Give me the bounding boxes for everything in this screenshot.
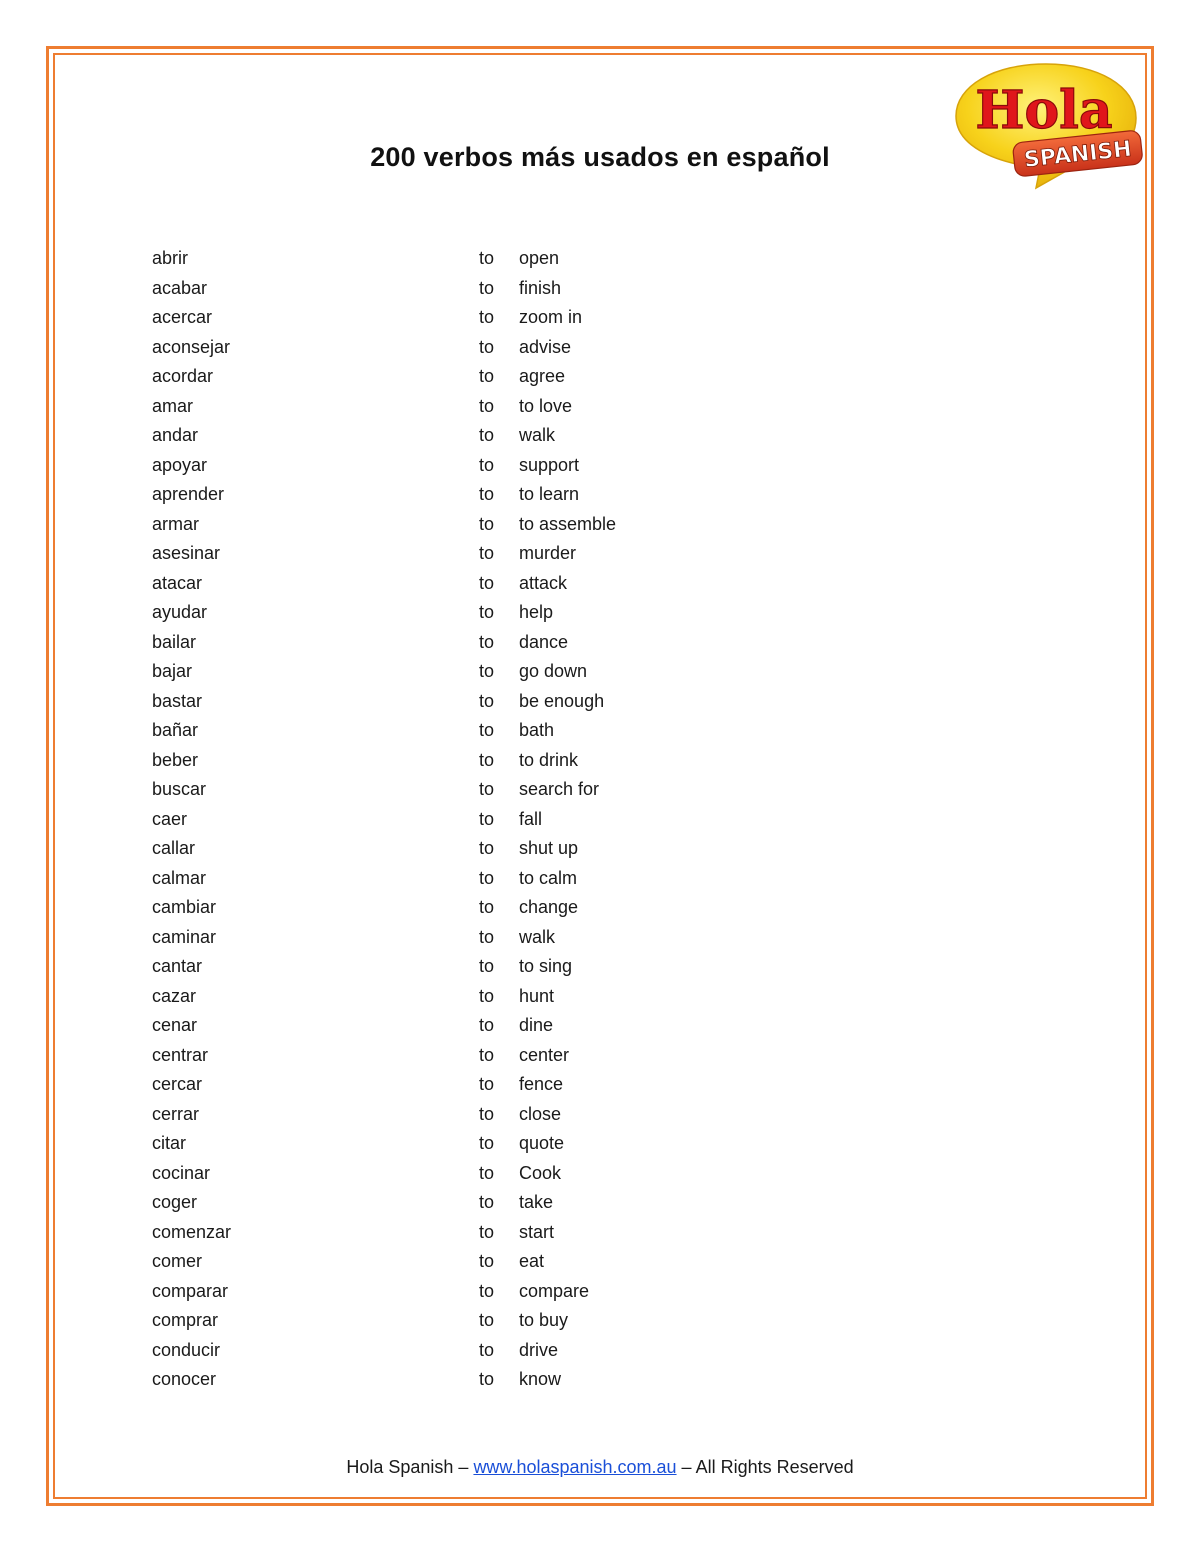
to-marker: to	[479, 395, 495, 416]
list-item	[152, 1247, 852, 1277]
list-item	[152, 1041, 852, 1071]
spanish-verb: andar	[152, 425, 199, 445]
spanish-verb: aconsejar	[152, 336, 231, 357]
to-marker: to	[479, 1015, 495, 1035]
verb-list	[152, 244, 852, 1395]
list-item	[152, 716, 852, 746]
english-meaning: walk	[519, 926, 556, 947]
to-marker: to	[479, 631, 495, 652]
spanish-verb: cerrar	[152, 1103, 200, 1124]
english-meaning: Cook	[519, 1162, 562, 1183]
spanish-verb: abrir	[152, 248, 189, 268]
to-marker: to	[479, 897, 495, 917]
footer-website-link[interactable]: www.holaspanish.com.au	[473, 1457, 677, 1477]
to-marker: to	[479, 366, 495, 386]
list-item	[152, 746, 852, 776]
english-meaning: eat	[519, 1251, 545, 1271]
list-item	[152, 598, 852, 628]
to-marker: to	[479, 277, 495, 298]
english-meaning: quote	[519, 1133, 565, 1153]
english-meaning: go down	[519, 661, 588, 681]
english-meaning: center	[519, 1044, 570, 1065]
english-meaning: fall	[519, 808, 543, 829]
english-meaning: change	[519, 897, 579, 917]
spanish-verb: comparar	[152, 1280, 229, 1301]
page-footer	[0, 1457, 1200, 1478]
to-marker: to	[479, 1074, 495, 1094]
spanish-verb: atacar	[152, 572, 203, 593]
spanish-verb: cercar	[152, 1074, 203, 1094]
to-marker: to	[479, 779, 495, 799]
english-meaning: be enough	[519, 690, 605, 711]
english-meaning: to calm	[519, 867, 578, 888]
list-item	[152, 952, 852, 982]
page-title: 200 verbos más usados en español	[370, 142, 830, 172]
to-marker: to	[479, 926, 495, 947]
to-marker: to	[479, 690, 495, 711]
english-meaning: to love	[519, 395, 573, 416]
english-meaning: bath	[519, 720, 555, 740]
english-meaning: help	[519, 602, 554, 622]
list-item	[152, 805, 852, 835]
to-marker: to	[479, 985, 495, 1006]
english-meaning: know	[519, 1369, 562, 1389]
english-meaning: attack	[519, 572, 568, 593]
list-item	[152, 923, 852, 953]
english-meaning: walk	[519, 425, 556, 445]
to-marker: to	[479, 661, 495, 681]
to-marker: to	[479, 1221, 495, 1242]
list-item	[152, 1277, 852, 1307]
english-meaning: open	[519, 248, 560, 268]
spanish-verb: callar	[152, 838, 196, 858]
to-marker: to	[479, 808, 495, 829]
spanish-verb: centrar	[152, 1044, 209, 1065]
spanish-verb: bajar	[152, 661, 193, 681]
to-marker: to	[479, 1103, 495, 1124]
english-meaning: to assemble	[519, 513, 617, 534]
to-marker: to	[479, 336, 495, 357]
spanish-verb: beber	[152, 749, 199, 770]
to-marker: to	[479, 749, 495, 770]
list-item	[152, 1306, 852, 1336]
to-marker: to	[479, 956, 495, 976]
to-marker: to	[479, 1162, 495, 1183]
list-item	[152, 392, 852, 422]
list-item	[152, 274, 852, 304]
spanish-verb: buscar	[152, 779, 207, 799]
list-item	[152, 864, 852, 894]
to-marker: to	[479, 838, 495, 858]
spanish-verb: caminar	[152, 926, 217, 947]
spanish-verb: acabar	[152, 277, 208, 298]
to-marker: to	[479, 248, 495, 268]
spanish-verb: acordar	[152, 366, 214, 386]
spanish-verb: comer	[152, 1251, 203, 1271]
english-meaning: to buy	[519, 1310, 569, 1330]
to-marker: to	[479, 1310, 495, 1330]
to-marker: to	[479, 1280, 495, 1301]
english-meaning: dine	[519, 1015, 554, 1035]
spanish-verb: comprar	[152, 1310, 219, 1330]
english-meaning: close	[519, 1103, 562, 1124]
to-marker: to	[479, 454, 495, 475]
logo-word: Hola	[975, 80, 1113, 141]
to-marker: to	[479, 867, 495, 888]
to-marker: to	[479, 602, 495, 622]
list-item	[152, 657, 852, 687]
to-marker: to	[479, 1192, 495, 1212]
list-item	[152, 687, 852, 717]
spanish-verb: calmar	[152, 867, 207, 888]
english-meaning: to learn	[519, 484, 580, 504]
english-meaning: start	[519, 1221, 555, 1242]
english-meaning: zoom in	[519, 307, 583, 327]
spanish-verb: cazar	[152, 985, 197, 1006]
list-item	[152, 510, 852, 540]
english-meaning: hunt	[519, 985, 555, 1006]
list-item	[152, 775, 852, 805]
list-item	[152, 982, 852, 1012]
spanish-verb: armar	[152, 513, 200, 534]
list-item	[152, 451, 852, 481]
spanish-verb: conducir	[152, 1339, 221, 1360]
spanish-verb: cantar	[152, 956, 203, 976]
list-item	[152, 421, 852, 451]
spanish-verb: caer	[152, 808, 188, 829]
to-marker: to	[479, 1251, 495, 1271]
english-meaning: support	[519, 454, 580, 475]
list-item	[152, 1188, 852, 1218]
to-marker: to	[479, 484, 495, 504]
list-item	[152, 1365, 852, 1395]
english-meaning: shut up	[519, 838, 579, 858]
list-item	[152, 893, 852, 923]
spanish-verb: ayudar	[152, 602, 208, 622]
spanish-verb: cenar	[152, 1015, 198, 1035]
spanish-verb: comenzar	[152, 1221, 232, 1242]
spanish-verb: cambiar	[152, 897, 217, 917]
english-meaning: advise	[519, 336, 572, 357]
list-item	[152, 362, 852, 392]
english-meaning: to sing	[519, 956, 573, 976]
list-item	[152, 1159, 852, 1189]
footer-prefix: Hola Spanish –	[346, 1457, 474, 1477]
to-marker: to	[479, 572, 495, 593]
list-item	[152, 539, 852, 569]
list-item	[152, 834, 852, 864]
spanish-verb: cocinar	[152, 1162, 211, 1183]
to-marker: to	[479, 1044, 495, 1065]
list-item	[152, 303, 852, 333]
english-meaning: search for	[519, 779, 600, 799]
spanish-verb: bañar	[152, 720, 199, 740]
to-marker: to	[479, 1339, 495, 1360]
english-meaning: drive	[519, 1339, 559, 1360]
list-item	[152, 1100, 852, 1130]
english-meaning: finish	[519, 277, 562, 298]
spanish-verb: amar	[152, 395, 194, 416]
to-marker: to	[479, 1133, 495, 1153]
to-marker: to	[479, 1369, 495, 1389]
list-item	[152, 628, 852, 658]
logo-tag: SPANISH	[1022, 136, 1133, 173]
list-item	[152, 1129, 852, 1159]
spanish-verb: bastar	[152, 690, 203, 711]
footer-suffix: – All Rights Reserved	[676, 1457, 854, 1477]
list-item	[152, 569, 852, 599]
spanish-verb: apoyar	[152, 454, 208, 475]
to-marker: to	[479, 720, 495, 740]
list-item	[152, 480, 852, 510]
spanish-verb: bailar	[152, 631, 197, 652]
list-item	[152, 333, 852, 363]
spanish-verb: coger	[152, 1192, 198, 1212]
hola-spanish-logo	[948, 56, 1144, 198]
spanish-verb: citar	[152, 1133, 187, 1153]
spanish-verb: asesinar	[152, 543, 221, 563]
english-meaning: compare	[519, 1280, 590, 1301]
english-meaning: dance	[519, 631, 569, 652]
english-meaning: murder	[519, 543, 577, 563]
to-marker: to	[479, 543, 495, 563]
list-item	[152, 1011, 852, 1041]
spanish-verb: aprender	[152, 484, 225, 504]
english-meaning: agree	[519, 366, 566, 386]
list-item	[152, 1070, 852, 1100]
spanish-verb: conocer	[152, 1369, 217, 1389]
to-marker: to	[479, 307, 495, 327]
list-item	[152, 244, 852, 274]
english-meaning: to drink	[519, 749, 579, 770]
to-marker: to	[479, 513, 495, 534]
to-marker: to	[479, 425, 495, 445]
spanish-verb: acercar	[152, 307, 213, 327]
english-meaning: fence	[519, 1074, 564, 1094]
list-item	[152, 1336, 852, 1366]
list-item	[152, 1218, 852, 1248]
english-meaning: take	[519, 1192, 554, 1212]
